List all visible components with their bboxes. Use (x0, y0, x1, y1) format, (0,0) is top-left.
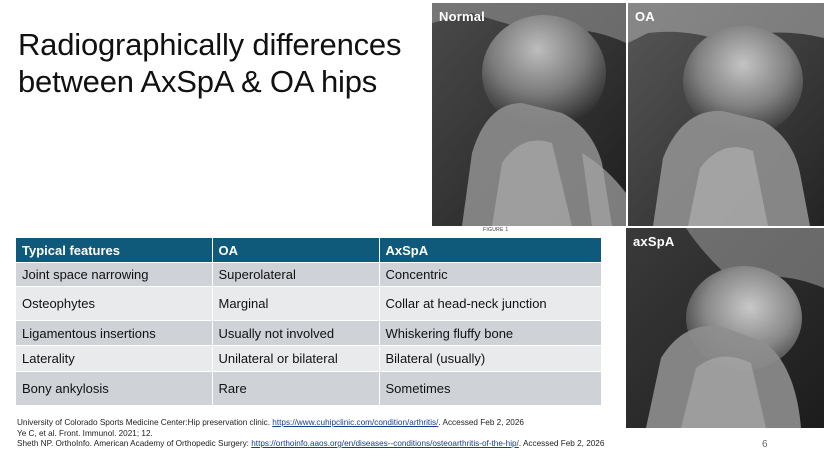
table-row (16, 346, 601, 372)
axspa-hip-xray-graphic (626, 228, 824, 428)
table-row (16, 263, 601, 287)
table-header-row (16, 238, 601, 263)
normal-hip-xray-graphic (432, 3, 626, 226)
reference-1-link[interactable]: https://www.cuhipclinic.com/condition/arthritis/ (272, 418, 439, 427)
reference-1 (17, 418, 604, 429)
normal-label: Normal (439, 9, 485, 24)
table-row (16, 372, 601, 406)
oa-cell: Unilateral or bilateral (212, 346, 379, 372)
reference-3-link[interactable]: https://orthoinfo.aaos.org/en/diseases--conditions/osteoarthritis-of-the-hip/ (251, 439, 519, 448)
axspa-cell: Collar at head-neck junction (379, 287, 601, 321)
title-line-1: Radiographically differences (18, 27, 402, 62)
header-axspa: AxSpA (379, 238, 601, 263)
feature-cell: Laterality (16, 346, 212, 372)
header-oa: OA (212, 238, 379, 263)
title-line-2: between AxSpA & OA hips (18, 64, 378, 99)
axspa-hip-xray-image (626, 228, 824, 428)
reference-3-text: Sheth NP. OrthoInfo. American Academy of Orthopedic Surgery: (17, 439, 252, 448)
feature-cell: Osteophytes (16, 287, 212, 321)
reference-3-suffix: . Accessed Feb 2, 2026 (518, 439, 605, 448)
feature-cell: Joint space narrowing (16, 263, 212, 287)
reference-2: Ye C, et al. Front. Immunol. 2021; 12. (17, 428, 153, 438)
oa-hip-xray-image (628, 3, 824, 226)
table-row (16, 321, 601, 346)
reference-1-suffix: . Accessed Feb 2, 2026 (438, 418, 524, 427)
axspa-cell: Whiskering fluffy bone (379, 321, 601, 346)
axspa-label: axSpA (633, 234, 675, 249)
oa-cell: Superolateral (212, 263, 379, 287)
references (17, 418, 604, 450)
feature-cell: Ligamentous insertions (16, 321, 212, 346)
oa-hip-xray-graphic (628, 3, 824, 226)
normal-hip-xray-image (432, 3, 626, 226)
figure-caption: FIGURE 1 (483, 227, 509, 233)
page-number: 6 (762, 439, 768, 450)
oa-cell: Usually not involved (212, 321, 379, 346)
oa-cell: Rare (212, 372, 379, 406)
axspa-cell: Concentric (379, 263, 601, 287)
axspa-cell: Bilateral (usually) (379, 346, 601, 372)
header-typical-features: Typical features (16, 238, 212, 263)
oa-cell: Marginal (212, 287, 379, 321)
table-row (16, 287, 601, 321)
oa-label: OA (635, 9, 655, 24)
axspa-cell: Sometimes (379, 372, 601, 406)
feature-cell: Bony ankylosis (16, 372, 212, 406)
reference-3 (17, 439, 604, 450)
features-comparison-table (16, 238, 601, 405)
reference-1-text: University of Colorado Sports Medicine Center:Hip preservation clinic. (17, 418, 273, 427)
slide-title (18, 26, 428, 100)
